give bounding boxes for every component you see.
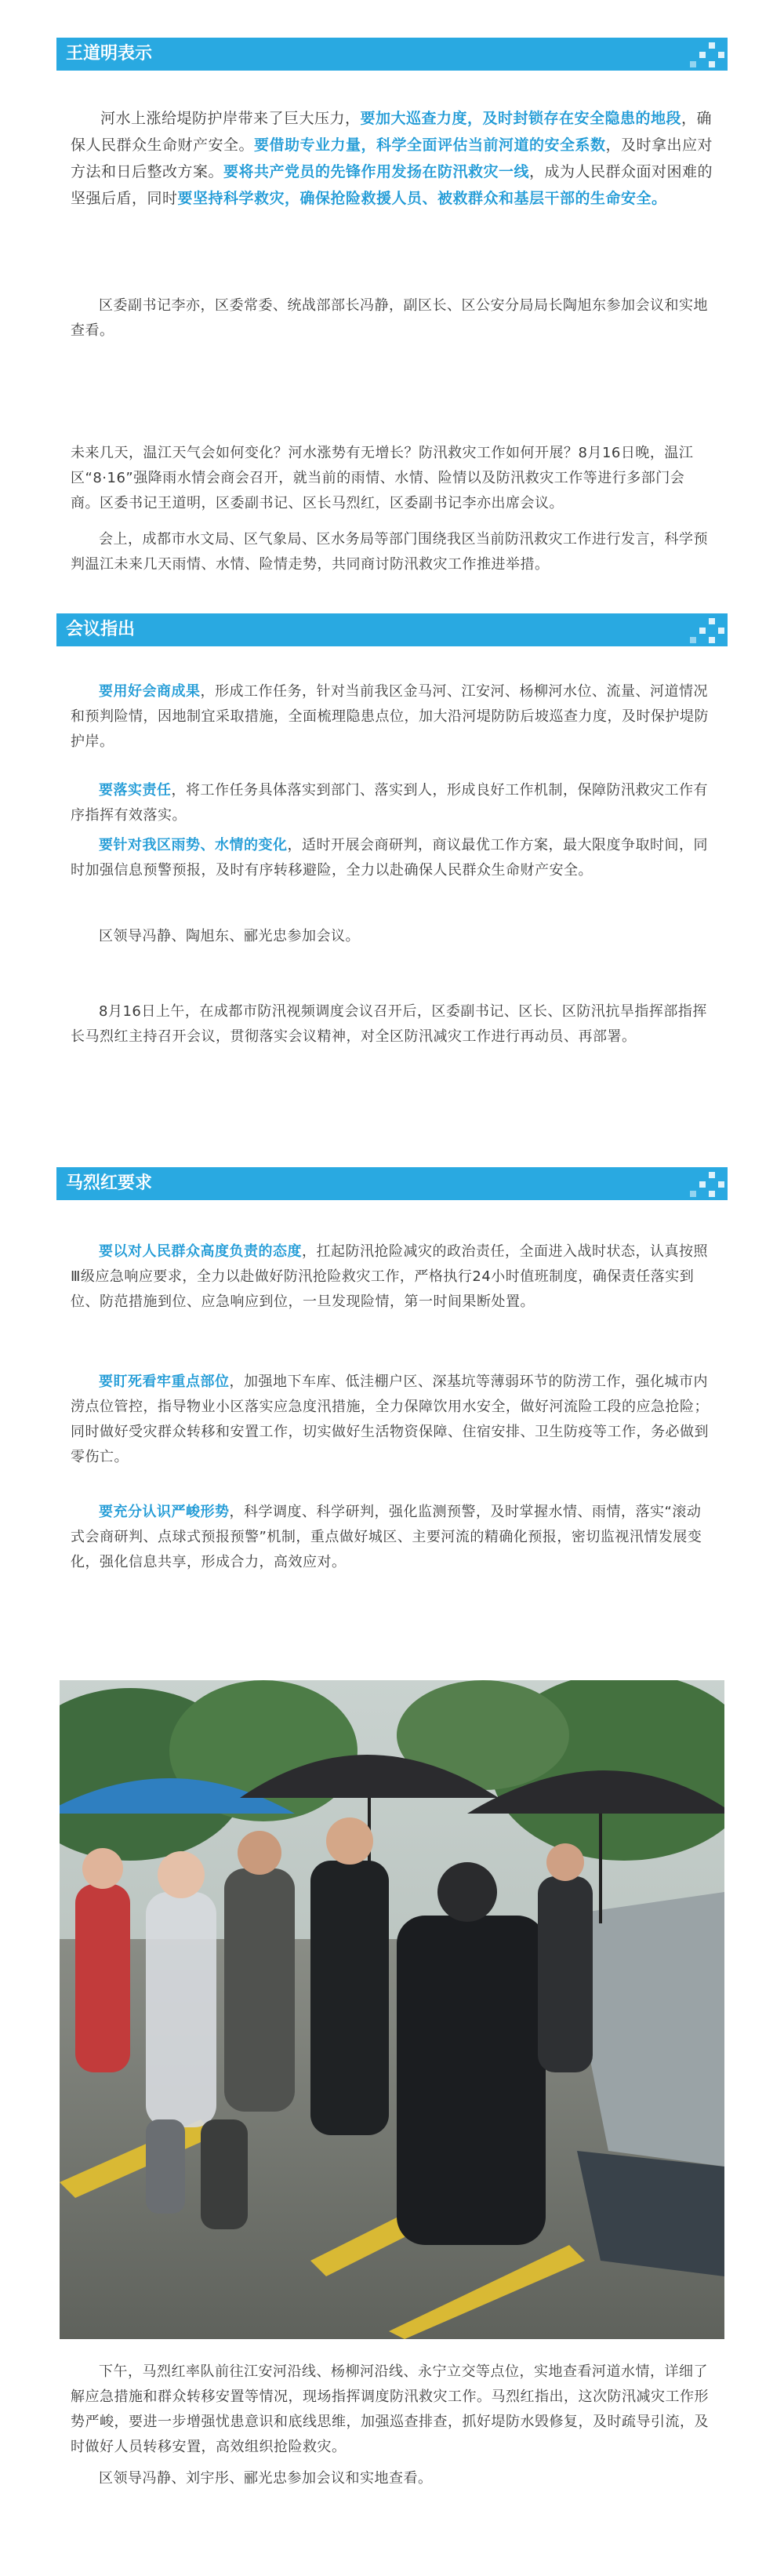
section-header-ma xyxy=(56,1167,728,1200)
paragraph-afternoon-inspection: 下午，马烈红率队前往江安河沿线、杨柳河沿线、永宁立交等点位，实地查看河道水情，详细了解应急措施和群众转移安置等情况，现场指挥调度防汛救灾工作。马烈红指出，这次防汛减灾工作形势严峻，要进一步增强忧患意识和底线思维，加强巡查排查，抓好堤防水毁修复，及时疏导引流，及时做好人员转移安置，高效组织抢险救灾。 xyxy=(71,2363,709,2455)
inspection-scene-image xyxy=(60,1680,724,2339)
paragraph-attendees-2: 区领导冯静、陶旭东、郦光忠参加会议。 xyxy=(99,928,360,944)
paragraph-severe-situation: 要充分认识严峻形势，科学调度、科学研判，强化监测预警，及时掌握水情、雨情，落实“滚动式会商研判、点球式预报预警”机制，重点做好城区、主要河流的精确化预报，密切监视汛情发展变化，强化信息共享，形成合力，高效应对。 xyxy=(71,1504,702,1570)
paragraph-rain-changes: 要针对我区雨势、水情的变化，适时开展会商研判，商议最优工作方案，最大限度争取时间，同时加强信息预警预报，及时有序转移避险，全力以赴确保人民群众生命财产安全。 xyxy=(71,837,708,879)
paragraph-key-areas: 要盯死看牢重点部位，加强地下车库、低洼棚户区、深基坑等薄弱环节的防涝工作，强化城市内涝点位管控，指导物业小区落实应急度汛措施，全力保障饮用水安全，做好河流险工段的应急抢险；同时做好受灾群众转移和安置工作，切实做好生活物资保障、住宿安排、卫生防疫等工作，务必做到零伤亡。 xyxy=(71,1374,709,1465)
section-decoration xyxy=(641,38,728,71)
section-decoration xyxy=(641,613,728,646)
section-header-wang xyxy=(56,38,728,71)
paragraph-responsibility: 要落实责任，将工作任务具体落实到部门、落实到人，形成良好工作机制，保障防汛救灾工作有序指挥有效落实。 xyxy=(71,782,708,824)
paragraph-responsible-attitude: 要以对人民群众高度负责的态度，扛起防汛抢险减灾的政治责任，全面进入战时状态，认真按照Ⅲ级应急响应要求，全力以赴做好防汛抢险救灾工作，严格执行24小时值班制度，确保责任落实到位、防范措施到位、应急响应到位，一旦发现险情，第一时间果断处置。 xyxy=(71,1243,708,1310)
section-header-meeting xyxy=(56,613,728,646)
section-title: 王道明表示 xyxy=(66,44,153,64)
paragraph-morning-meeting: 8月16日上午，在成都市防汛视频调度会议召开后，区委副书记、区长、区防汛抗旱指挥部指挥长马烈红主持召开会议，贯彻落实会议精神，对全区防汛减灾工作进行再动员、再部署。 xyxy=(71,1003,707,1045)
paragraph-wang-remarks: 河水上涨给堤防护岸带来了巨大压力，要加大巡查力度，及时封锁存在安全隐患的地段，确保人民群众生命财产安全。要借助专业力量，科学全面评估当前河道的安全系数，及时拿出应对方法和日后整改方案。要将共产党员的先锋作用发扬在防汛救灾一线，成为人民群众面对困难的坚强后盾，同时要坚持科学救灾，确保抢险救援人员、被救群众和基层干部的生命安全。 xyxy=(71,110,713,207)
section-decoration xyxy=(641,1167,728,1200)
paragraph-use-results: 要用好会商成果，形成工作任务，针对当前我区金马河、江安河、杨柳河水位、流量、河道情况和预判险情，因地制宜采取措施，全面梳理隐患点位，加大沿河堤防防后坡巡查力度，及时保护堤防护岸。 xyxy=(71,683,709,750)
field-inspection-photo xyxy=(60,1680,724,2339)
paragraph-meeting-intro: 未来几天，温江天气会如何变化？河水涨势有无增长？防汛救灾工作如何开展？8月16日晚，温江区“8·16”强降雨水情会商会召开，就当前的雨情、水情、险情以及防汛救灾工作等进行多部门会商。区委书记王道明，区委副书记、区长马烈红，区委副书记李亦出席会议。 xyxy=(71,445,694,511)
paragraph-attendees-3: 区领导冯静、刘宇彤、郦光忠参加会议和实地查看。 xyxy=(99,2470,433,2487)
section-title: 会议指出 xyxy=(66,620,136,639)
paragraph-meeting-speeches: 会上，成都市水文局、区气象局、区水务局等部门围绕我区当前防汛救灾工作进行发言，科学预判温江未来几天雨情、水情、险情走势，共同商讨防汛救灾工作推进举措。 xyxy=(71,531,708,573)
paragraph-attendees-1: 区委副书记李亦，区委常委、统战部部长冯静，副区长、区公安分局局长陶旭东参加会议和实地查看。 xyxy=(71,297,708,339)
section-title: 马烈红要求 xyxy=(66,1173,153,1193)
